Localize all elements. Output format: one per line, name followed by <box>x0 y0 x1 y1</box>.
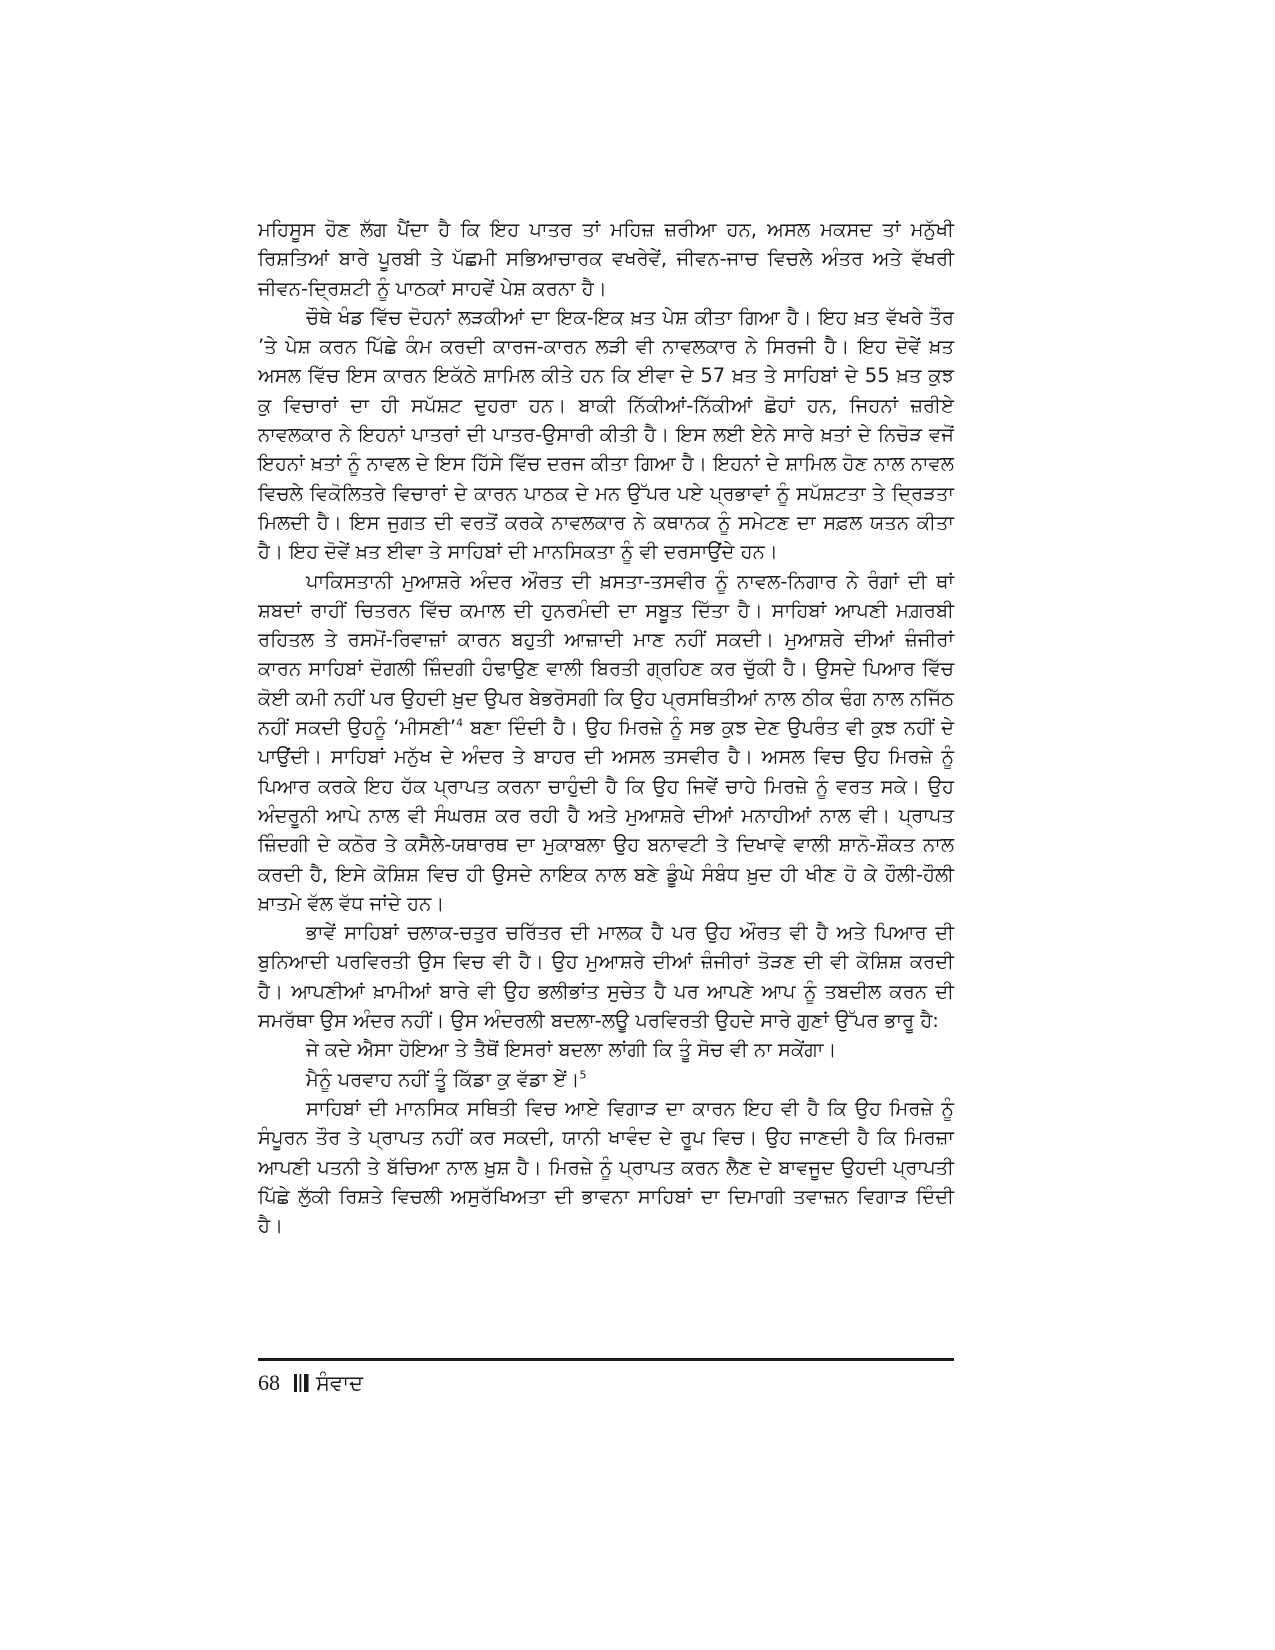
page-footer <box>258 1367 363 1399</box>
triple-bar-logo-icon <box>294 1373 310 1393</box>
article-body <box>258 215 954 1240</box>
paragraph-2: ਚੌਥੇ ਖੰਡ ਵਿੱਚ ਦੋਹਨਾਂ ਲੜਕੀਆਂ ਦਾ ਇਕ-ਇਕ ਖ਼ਤ ਪੇਸ਼ ਕੀਤਾ ਗਿਆ ਹੈ। ਇਹ ਖ਼ਤ ਵੱਖਰੇ ਤੌਰ ’ਤੇ ਪੇਸ਼ ਕਰਨ ਪਿੱਛੇ ਕੰਮ ਕਰਦੀ ਕਾਰਜ-ਕਾਰਨ ਲੜੀ ਵੀ ਨਾਵਲਕਾਰ ਨੇ ਸਿਰਜੀ ਹੈ। ਇਹ ਦੋਵੇਂ ਖ਼ਤ ਅਸਲ ਵਿੱਚ ਇਸ ਕਾਰਨ ਇਕੱਠੇ ਸ਼ਾਮਿਲ ਕੀਤੇ ਹਨ ਕਿ ਈਵਾ ਦੇ 57 ਖ਼ਤ ਤੇ ਸਾਹਿਬਾਂ ਦੇ 55 ਖ਼ਤ ਕੁਝ ਕੁ ਵਿਚਾਰਾਂ ਦਾ ਹੀ ਸਪੱਸ਼ਟ ਦੁਹਰਾ ਹਨ। ਬਾਕੀ ਨਿੱਕੀਆਂ-ਨਿੱਕੀਆਂ ਛੋਹਾਂ ਹਨ, ਜਿਹਨਾਂ ਜ਼ਰੀਏ ਨਾਵਲਕਾਰ ਨੇ ਇਹਨਾਂ ਪਾਤਰਾਂ ਦੀ ਪਾਤਰ-ਉਸਾਰੀ ਕੀਤੀ ਹੈ। ਇਸ ਲਈ ਏਨੇ ਸਾਰੇ ਖ਼ਤਾਂ ਦੇ ਨਿਚੋੜ ਵਜੋਂ ਇਹਨਾਂ ਖ਼ਤਾਂ ਨੂੰ ਨਾਵਲ ਦੇ ਇਸ ਹਿੱਸੇ ਵਿੱਚ ਦਰਜ ਕੀਤਾ ਗਿਆ ਹੈ। ਇਹਨਾਂ ਦੇ ਸ਼ਾਮਿਲ ਹੋਣ ਨਾਲ ਨਾਵਲ ਵਿਚਲੇ ਵਿਕੋਲਿਤਰੇ ਵਿਚਾਰਾਂ ਦੇ ਕਾਰਨ ਪਾਠਕ ਦੇ ਮਨ ਉੱਪਰ ਪਏ ਪ੍ਰਭਾਵਾਂ ਨੂੰ ਸਪੱਸ਼ਟਤਾ ਤੇ ਦ੍ਰਿੜਤਾ ਮਿਲਦੀ ਹੈ। ਇਸ ਜੁਗਤ ਦੀ ਵਰਤੋਂ ਕਰਕੇ ਨਾਵਲਕਾਰ ਨੇ ਕਥਾਨਕ ਨੂੰ ਸਮੇਟਣ ਦਾ ਸਫ਼ਲ ਯਤਨ ਕੀਤਾ ਹੈ। ਇਹ ਦੋਵੇਂ ਖ਼ਤ ਈਵਾ ਤੇ ਸਾਹਿਬਾਂ ਦੀ ਮਾਨਸਿਕਤਾ ਨੂੰ ਵੀ ਦਰਸਾਉਂਦੇ ਹਨ। <box>258 305 954 564</box>
paragraph-1: ਮਹਿਸੂਸ ਹੋਣ ਲੱਗ ਪੈਂਦਾ ਹੈ ਕਿ ਇਹ ਪਾਤਰ ਤਾਂ ਮਹਿਜ਼ ਜ਼ਰੀਆ ਹਨ, ਅਸਲ ਮਕਸਦ ਤਾਂ ਮਨੁੱਖੀ ਰਿਸ਼ਤਿਆਂ ਬਾਰੇ ਪੂਰਬੀ ਤੇ ਪੱਛਮੀ ਸਭਿਆਚਾਰਕ ਵਖਰੇਵੇਂ, ਜੀਵਨ-ਜਾਚ ਵਿਚਲੇ ਅੰਤਰ ਅਤੇ ਵੱਖਰੀ ਜੀਵਨ-ਦ੍ਰਿਸ਼ਟੀ ਨੂੰ ਪਾਠਕਾਂ ਸਾਹਵੇਂ ਪੇਸ਼ ਕਰਨਾ ਹੈ। <box>258 218 954 300</box>
page-number: 68 <box>258 1370 280 1395</box>
footnote-ref-5[interactable]: 5 <box>579 1068 587 1082</box>
footnote-ref-4[interactable]: 4 <box>456 716 464 730</box>
paragraph-5: ਸਾਹਿਬਾਂ ਦੀ ਮਾਨਸਿਕ ਸਥਿਤੀ ਵਿਚ ਆਏ ਵਿਗਾੜ ਦਾ ਕਾਰਨ ਇਹ ਵੀ ਹੈ ਕਿ ਉਹ ਮਿਰਜ਼ੇ ਨੂੰ ਸੰਪੂਰਨ ਤੌਰ ਤੇ ਪ੍ਰਾਪਤ ਨਹੀਂ ਕਰ ਸਕਦੀ, ਯਾਨੀ ਖਾਵੰਦ ਦੇ ਰੂਪ ਵਿਚ। ਉਹ ਜਾਣਦੀ ਹੈ ਕਿ ਮਿਰਜ਼ਾ ਆਪਣੀ ਪਤਨੀ ਤੇ ਬੱਚਿਆ ਨਾਲ ਖ਼ੁਸ਼ ਹੈ। ਮਿਰਜ਼ੇ ਨੂੰ ਪ੍ਰਾਪਤ ਕਰਨ ਲੈਣ ਦੇ ਬਾਵਜੂਦ ਉਹਦੀ ਪ੍ਰਾਪਤੀ ਪਿੱਛੇ ਲੁੱਕੀ ਰਿਸ਼ਤੇ ਵਿਚਲੀ ਅਸੁਰੱਖਿਅਤਾ ਦੀ ਭਾਵਨਾ ਸਾਹਿਬਾਂ ਦਾ ਦਿਮਾਗੀ ਤਵਾਜ਼ਨ ਵਿਗਾੜ ਦਿੰਦੀ ਹੈ। <box>258 1096 954 1238</box>
verse-line-2-text: ਮੈਨੂੰ ਪਰਵਾਹ ਨਹੀਂ ਤੂੰ ਕਿੱਡਾ ਕੁ ਵੱਡਾ ਏਂ। <box>306 1067 580 1091</box>
journal-title: ਸੰਵਾਦ <box>316 1370 364 1395</box>
verse-line-1: ਜੇ ਕਦੇ ਐਸਾ ਹੋਇਆ ਤੇ ਤੈਥੋਂ ਇਸਰਾਂ ਬਦਲਾ ਲਾਂਗੀ ਕਿ ਤੂੰ ਸੋਚ ਵੀ ਨਾ ਸਕੇਂਗਾ। <box>306 1038 837 1062</box>
footer-divider <box>258 1358 954 1361</box>
paragraph-3-text-b: ਬਣਾ ਦਿੰਦੀ ਹੈ। ਉਹ ਮਿਰਜ਼ੇ ਨੂੰ ਸਭ ਕੁਝ ਦੇਣ ਉਪਰੰਤ ਵੀ ਕੁਝ ਨਹੀਂ ਦੇ ਪਾਉਂਦੀ। ਸਾਹਿਬਾਂ ਮਨੁੱਖ ਦੇ ਅੰਦਰ ਤੇ ਬਾਹਰ ਦੀ ਅਸਲ ਤਸਵੀਰ ਹੈ। ਅਸਲ ਵਿਚ ਉਹ ਮਿਰਜ਼ੇ ਨੂੰ ਪਿਆਰ ਕਰਕੇ ਇਹ ਹੱਕ ਪ੍ਰਾਪਤ ਕਰਨਾ ਚਾਹੁੰਦੀ ਹੈ ਕਿ ਉਹ ਜਿਵੇਂ ਚਾਹੇ ਮਿਰਜ਼ੇ ਨੂੰ ਵਰਤ ਸਕੇ। ਉਹ ਅੰਦਰੂਨੀ ਆਪੇ ਨਾਲ ਵੀ ਸੰਘਰਸ਼ ਕਰ ਰਹੀ ਹੈ ਅਤੇ ਮੁਆਸ਼ਰੇ ਦੀਆਂ ਮਨਾਹੀਆਂ ਨਾਲ ਵੀ। ਪ੍ਰਾਪਤ ਜ਼ਿੰਦਗੀ ਦੇ ਕਠੋਰ ਤੇ ਕਸੈਲੇ-ਯਥਾਰਥ ਦਾ ਮੁਕਾਬਲਾ ਉਹ ਬਨਾਵਟੀ ਤੇ ਦਿਖਾਵੇ ਵਾਲੀ ਸ਼ਾਨੋ-ਸ਼ੌਕਤ ਨਾਲ ਕਰਦੀ ਹੈ, ਇਸੇ ਕੋਸ਼ਿਸ਼ ਵਿਚ ਹੀ ਉਸਦੇ ਨਾਇਕ ਨਾਲ ਬਣੇ ਡੂੰਘੇ ਸੰਬੰਧ ਖ਼ੁਦ ਹੀ ਖੀਣ ਹੋ ਕੇ ਹੌਲੀ-ਹੌਲੀ ਖ਼ਾਤਮੇ ਵੱਲ ਵੱਧ ਜਾਂਦੇ ਹਨ। <box>258 716 954 915</box>
paragraph-3 <box>258 567 954 919</box>
paragraph-3-text-a: ਪਾਕਿਸਤਾਨੀ ਮੁਆਸ਼ਰੇ ਅੰਦਰ ਔਰਤ ਦੀ ਖ਼ਸਤਾ-ਤਸਵੀਰ ਨੂੰ ਨਾਵਲ-ਨਿਗਾਰ ਨੇ ਰੰਗਾਂ ਦੀ ਥਾਂ ਸ਼ਬਦਾਂ ਰਾਹੀਂ ਚਿਤਰਨ ਵਿੱਚ ਕਮਾਲ ਦੀ ਹੁਨਰਮੰਦੀ ਦਾ ਸਬੂਤ ਦਿੱਤਾ ਹੈ। ਸਾਹਿਬਾਂ ਆਪਣੀ ਮਗ਼ਰਬੀ ਰਹਿਤਲ ਤੇ ਰਸਮੋਂ-ਰਿਵਾਜ਼ਾਂ ਕਾਰਨ ਬਹੁਤੀ ਆਜ਼ਾਦੀ ਮਾਣ ਨਹੀਂ ਸਕਦੀ। ਮੁਆਸ਼ਰੇ ਦੀਆਂ ਜ਼ੰਜੀਰਾਂ ਕਾਰਨ ਸਾਹਿਬਾਂ ਦੋਗਲੀ ਜ਼ਿੰਦਗੀ ਹੰਢਾਉਣ ਵਾਲੀ ਬਿਰਤੀ ਗ੍ਰਹਿਣ ਕਰ ਚੁੱਕੀ ਹੈ। ਉਸਦੇ ਪਿਆਰ ਵਿੱਚ ਕੋਈ ਕਮੀ ਨਹੀਂ ਪਰ ਉਹਦੀ ਖ਼ੁਦ ਉਪਰ ਬੇਭਰੋਸਗੀ ਕਿ ਉਹ ਪ੍ਰਸਥਿਤੀਆਂ ਨਾਲ ਠੀਕ ਢੰਗ ਨਾਲ ਨਜਿੱਠ ਨਹੀਂ ਸਕਦੀ ਉਹਨੂੰ ‘ਮੀਸਣੀ’ <box>258 569 954 740</box>
verse-line-2 <box>258 1065 954 1094</box>
paragraph-4: ਭਾਵੇਂ ਸਾਹਿਬਾਂ ਚਲਾਕ-ਚਤੁਰ ਚਰਿੱਤਰ ਦੀ ਮਾਲਕ ਹੈ ਪਰ ਉਹ ਔਰਤ ਵੀ ਹੈ ਅਤੇ ਪਿਆਰ ਦੀ ਬੁਨਿਆਦੀ ਪਰਵਿਰਤੀ ਉਸ ਵਿਚ ਵੀ ਹੈ। ਉਹ ਮੁਆਸ਼ਰੇ ਦੀਆਂ ਜ਼ੰਜੀਰਾਂ ਤੋੜਣ ਦੀ ਵੀ ਕੋਸ਼ਿਸ਼ ਕਰਦੀ ਹੈ। ਆਪਣੀਆਂ ਖ਼ਾਮੀਆਂ ਬਾਰੇ ਵੀ ਉਹ ਭਲੀਭਾਂਤ ਸੁਚੇਤ ਹੈ ਪਰ ਆਪਣੇ ਆਪ ਨੂੰ ਤਬਦੀਲ ਕਰਨ ਦੀ ਸਮਰੱਥਾ ਉਸ ਅੰਦਰ ਨਹੀਂ। ਉਸ ਅੰਦਰਲੀ ਬਦਲਾ-ਲਊ ਪਰਵਿਰਤੀ ਉਹਦੇ ਸਾਰੇ ਗੁਣਾਂ ਉੱਪਰ ਭਾਰੂ ਹੈ: <box>258 921 954 1033</box>
